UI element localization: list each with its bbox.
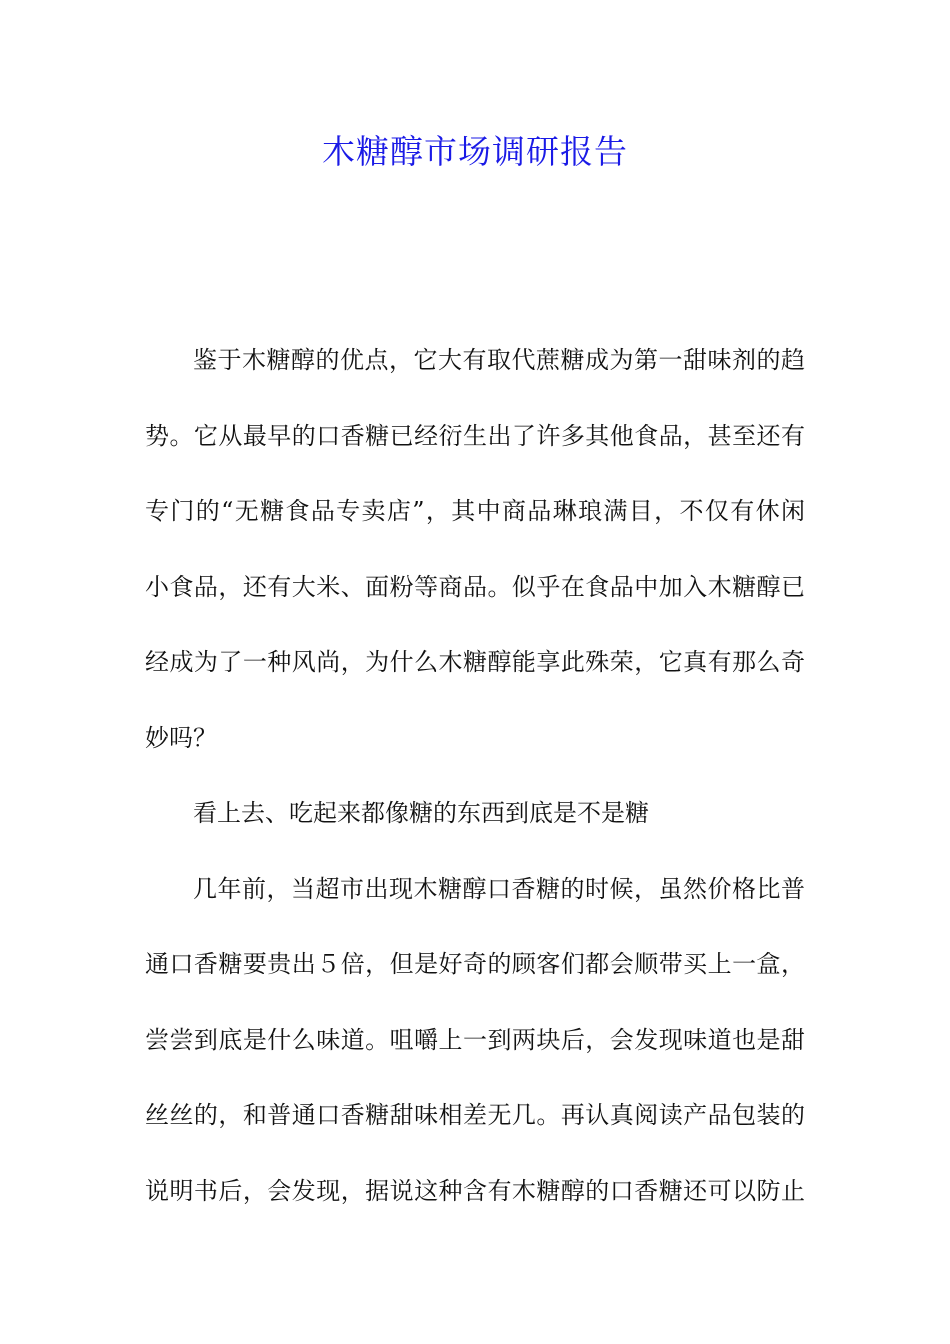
paragraph-line: 经成为了一种风尚，为什么木糖醇能享此殊荣，它真有那么奇	[145, 648, 805, 676]
paragraph-line: 通口香糖要贵出５倍，但是好奇的顾客们都会顺带买上一盒，	[145, 950, 805, 978]
paragraph-line: 小食品，还有大米、面粉等商品。似乎在食品中加入木糖醇已	[145, 572, 805, 601]
paragraph-line: 专门的“无糖食品专卖店”，其中商品琳琅满目，不仅有休闲	[145, 497, 805, 525]
section-heading: 看上去、吃起来都像糖的东西到底是不是糖	[193, 799, 649, 827]
paragraph-line: 鉴于木糖醇的优点，它大有取代蔗糖成为第一甜味剂的趋	[193, 346, 805, 374]
paragraph-line: 势。它从最早的口香糖已经衍生出了许多其他食品，甚至还有	[145, 421, 805, 450]
paragraph-line: 说明书后，会发现，据说这种含有木糖醇的口香糖还可以防止	[145, 1176, 805, 1205]
paragraph-line: 几年前，当超市出现木糖醇口香糖的时候，虽然价格比普	[193, 874, 805, 903]
document-body	[145, 337, 805, 1243]
document-title: 木糖醇市场调研报告	[322, 132, 628, 171]
paragraph-line: 尝尝到底是什么味道。咀嚼上一到两块后，会发现味道也是甜	[145, 1025, 805, 1054]
paragraph-line: 妙吗？	[145, 723, 217, 752]
paragraph-line: 丝丝的，和普通口香糖甜味相差无几。再认真阅读产品包装的	[145, 1101, 805, 1129]
